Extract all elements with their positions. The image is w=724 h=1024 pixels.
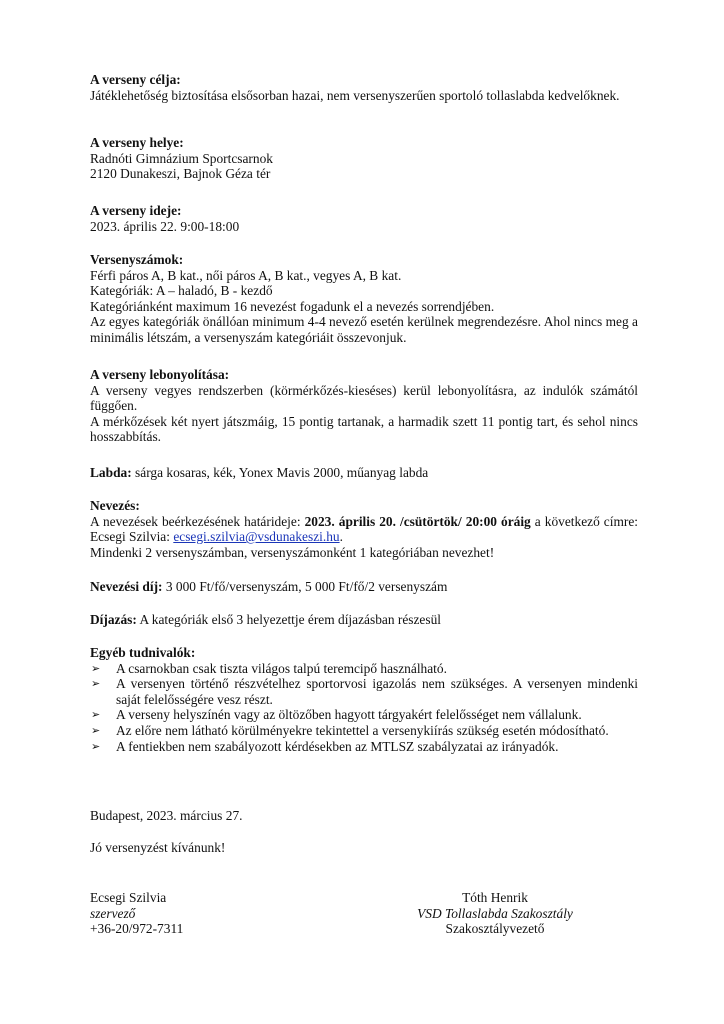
events-categories: Kategóriák: A – haladó, B - kezdő [90, 283, 273, 299]
section-ball [90, 465, 638, 481]
events-heading: Versenyszámok: [90, 252, 184, 267]
section-fee [90, 579, 638, 595]
ball-text: sárga kosaras, kék, Yonex Mavis 2000, műanyag labda [131, 465, 429, 480]
format-system: A verseny vegyes rendszerben (körmérkőzés-kieséses) kerül lebonyolításra, az indulók számától függően. [90, 382, 638, 414]
events-minimum: Az egyes kategóriák önállóan minimum 4-4 nevező esetén kerülnek megrendezésre. Ahol nincs meg a minimális létszám, a versenyszám kategóriáit összevonjuk. [90, 314, 638, 345]
venue-address: 2120 Dunakeszi, Bajnok Géza tér [90, 166, 271, 182]
format-matches: A mérkőzések két nyert játszmáig, 15 pontig tartanak, a harmadik szett 11 pontig tart, és sehol nincs hosszabbítás. [90, 413, 638, 445]
goal-heading: A verseny célja: [90, 72, 181, 87]
section-greeting [90, 840, 638, 856]
fee-text: 3 000 Ft/fő/versenyszám, 5 000 Ft/fő/2 versenyszám [162, 579, 448, 594]
list-item: ➢ A verseny helyszínén vagy az öltözőben hagyott tárgyakért felelősséget nem vállalunk. [91, 707, 582, 723]
time-text: 2023. április 22. 9:00-18:00 [90, 218, 240, 234]
time-heading: A verseny ideje: [90, 203, 182, 218]
prizes-text: A kategóriák első 3 helyezettje érem díjazásban részesül [136, 612, 441, 627]
entry-heading: Nevezés: [90, 498, 140, 513]
other-list [90, 661, 638, 755]
entry-email-link[interactable]: ecsegi.szilvia@vsdunakeszi.hu [173, 529, 340, 545]
section-entry [90, 498, 638, 560]
arrow-bullet-icon: ➢ [91, 677, 101, 691]
arrow-bullet-icon: ➢ [91, 661, 101, 675]
list-item: ➢ A versenyen történő részvételhez sportorvosi igazolás nem szükséges. A versenyen mindenki saját felelősségére vesz részt. [91, 676, 638, 707]
arrow-bullet-icon: ➢ [91, 708, 101, 722]
entry-deadline-text: A nevezések beérkezésének határideje: 2023. április 20. /csütörtök/ 20:00 óráig a következő címre: Ecsegi Szilvia: ecsegi.szilvia@vsdunakeszi.hu. [90, 513, 639, 545]
format-heading: A verseny lebonyolítása: [90, 367, 230, 382]
date-place: Budapest, 2023. március 27. [90, 808, 243, 823]
section-format [90, 367, 638, 445]
organizer-phone: +36-20/972-7311 [90, 921, 184, 937]
list-item: ➢ A csarnokban csak tiszta világos talpú teremcipő használható. [91, 660, 447, 676]
section-goal [90, 72, 638, 103]
prizes-label: Díjazás: [90, 612, 137, 627]
goal-text: Játéklehetőség biztosítása elsősorban hazai, nem versenyszerűen sportoló tollaslabda kedvelőknek. [90, 87, 620, 103]
organizer-role: szervező [90, 905, 136, 921]
arrow-bullet-icon: ➢ [91, 739, 101, 753]
venue-heading: A verseny helye: [90, 135, 184, 150]
leader-role: Szakosztályvezető [445, 921, 545, 937]
leader-name: Tóth Henrik [462, 890, 528, 905]
fee-label: Nevezési díj: [90, 579, 163, 594]
events-list: Férfi páros A, B kat., női páros A, B kat., vegyes A, B kat. [90, 267, 402, 283]
greeting: Jó versenyzést kívánunk! [90, 840, 226, 855]
list-item: ➢ A fentiekben nem szabályozott kérdésekben az MTLSZ szabályzatai az irányadók. [91, 738, 559, 754]
arrow-bullet-icon: ➢ [91, 723, 101, 737]
other-heading: Egyéb tudnivalók: [90, 645, 196, 660]
venue-name: Radnóti Gimnázium Sportcsarnok [90, 150, 273, 166]
organizer-name: Ecsegi Szilvia [90, 890, 167, 905]
section-venue [90, 135, 638, 182]
leader-org: VSD Tollaslabda Szakosztály [417, 905, 573, 921]
signature-right [390, 890, 600, 937]
section-prizes [90, 612, 638, 628]
section-time [90, 203, 638, 234]
ball-label: Labda: [90, 465, 132, 480]
section-other [90, 645, 638, 754]
entry-deadline: 2023. április 20. /csütörtök/ 20:00 óráig [304, 513, 531, 529]
list-item: ➢ Az előre nem látható körülményekre tekintettel a versenykiírás szükség esetén módosítható. [91, 722, 609, 738]
events-limit: Kategóriánként maximum 16 nevezést fogadunk el a nevezés sorrendjében. [90, 298, 495, 314]
signature-left [90, 890, 183, 937]
entry-rule: Mindenki 2 versenyszámban, versenyszámonként 1 kategóriában nevezhet! [90, 544, 495, 560]
section-events [90, 252, 638, 346]
section-date [90, 808, 638, 824]
